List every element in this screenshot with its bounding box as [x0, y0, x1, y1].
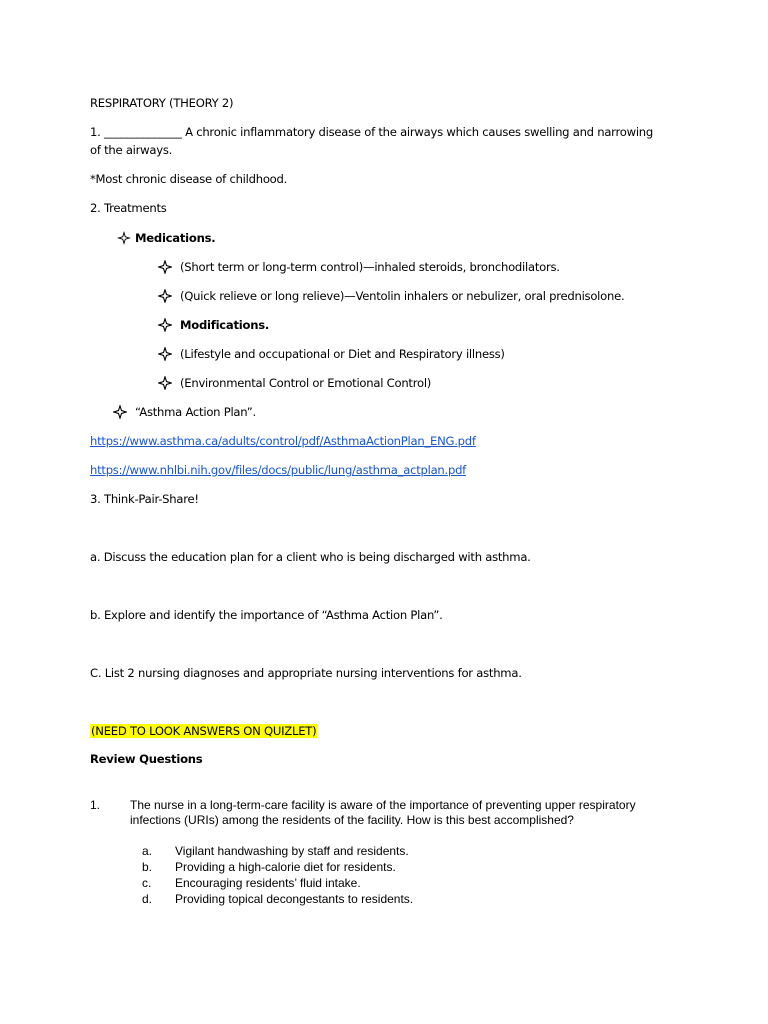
- review-questions-heading: Review Questions: [90, 752, 203, 766]
- discussion-item-a: a. Discuss the education plan for a client who is being discharged with asthma.: [90, 550, 531, 564]
- option-letter-c: c.: [142, 876, 152, 890]
- star-outline-bullet-icon: [158, 289, 172, 303]
- modifications-label: Modifications.: [180, 318, 270, 332]
- nhlbi-link[interactable]: https://www.nhlbi.nih.gov/files/docs/public/lung/asthma_actplan.pdf: [90, 463, 467, 477]
- question-1-line-1: 1. ______________ A chronic inflammatory disease of the airways which causes swelling and narrowing: [90, 125, 654, 139]
- quizlet-note: [90, 722, 317, 740]
- star-outline-bullet-icon: [158, 376, 172, 390]
- asthma-ca-link[interactable]: https://www.asthma.ca/adults/control/pdf/AsthmaActionPlan_ENG.pdf: [90, 434, 476, 448]
- option-text-a: Vigilant handwashing by staff and residents.: [175, 844, 409, 858]
- medications-label: Medications.: [135, 231, 216, 245]
- review-question-number: 1.: [90, 798, 101, 812]
- discussion-item-c: C. List 2 nursing diagnoses and appropriate nursing interventions for asthma.: [90, 666, 522, 680]
- question-1-line-2: of the airways.: [90, 143, 173, 157]
- star-outline-bullet-icon: [158, 318, 172, 332]
- option-letter-a: a.: [142, 844, 153, 858]
- star-outline-bullet-icon: [158, 260, 172, 274]
- option-letter-b: b.: [142, 860, 153, 874]
- star-outline-bullet-icon: [113, 405, 127, 419]
- treatments-heading: 2. Treatments: [90, 201, 167, 215]
- quizlet-note-highlight: (NEED TO LOOK ANSWERS ON QUIZLET): [91, 724, 317, 738]
- modification-item-1: (Lifestyle and occupational or Diet and Respiratory illness): [180, 347, 505, 361]
- modification-item-2: (Environmental Control or Emotional Control): [180, 376, 432, 390]
- think-pair-share-heading: 3. Think-Pair-Share!: [90, 492, 199, 506]
- medication-item-1: (Short term or long-term control)—inhaled steroids, bronchodilators.: [180, 260, 560, 274]
- document-heading: RESPIRATORY (THEORY 2): [90, 96, 234, 110]
- star-outline-bullet-icon: [158, 347, 172, 361]
- option-text-b: Providing a high-calorie diet for residents.: [175, 860, 396, 874]
- option-letter-d: d.: [142, 892, 153, 906]
- discussion-item-b: b. Explore and identify the importance of “Asthma Action Plan”.: [90, 608, 443, 622]
- review-question-text-line-1: The nurse in a long-term-care facility is aware of the importance of preventing upper respiratory: [130, 798, 636, 812]
- question-1-note: *Most chronic disease of childhood.: [90, 172, 288, 186]
- medication-item-2: (Quick relieve or long relieve)—Ventolin inhalers or nebulizer, oral prednisolone.: [180, 289, 625, 303]
- option-text-d: Providing topical decongestants to residents.: [175, 892, 414, 906]
- option-text-c: Encouraging residents’ fluid intake.: [175, 876, 361, 890]
- diamond-star-bullet-icon: [117, 231, 131, 245]
- asthma-action-plan-label: “Asthma Action Plan”.: [135, 405, 256, 419]
- review-question-text-line-2: infections (URIs) among the residents of the facility. How is this best accomplished?: [130, 813, 574, 827]
